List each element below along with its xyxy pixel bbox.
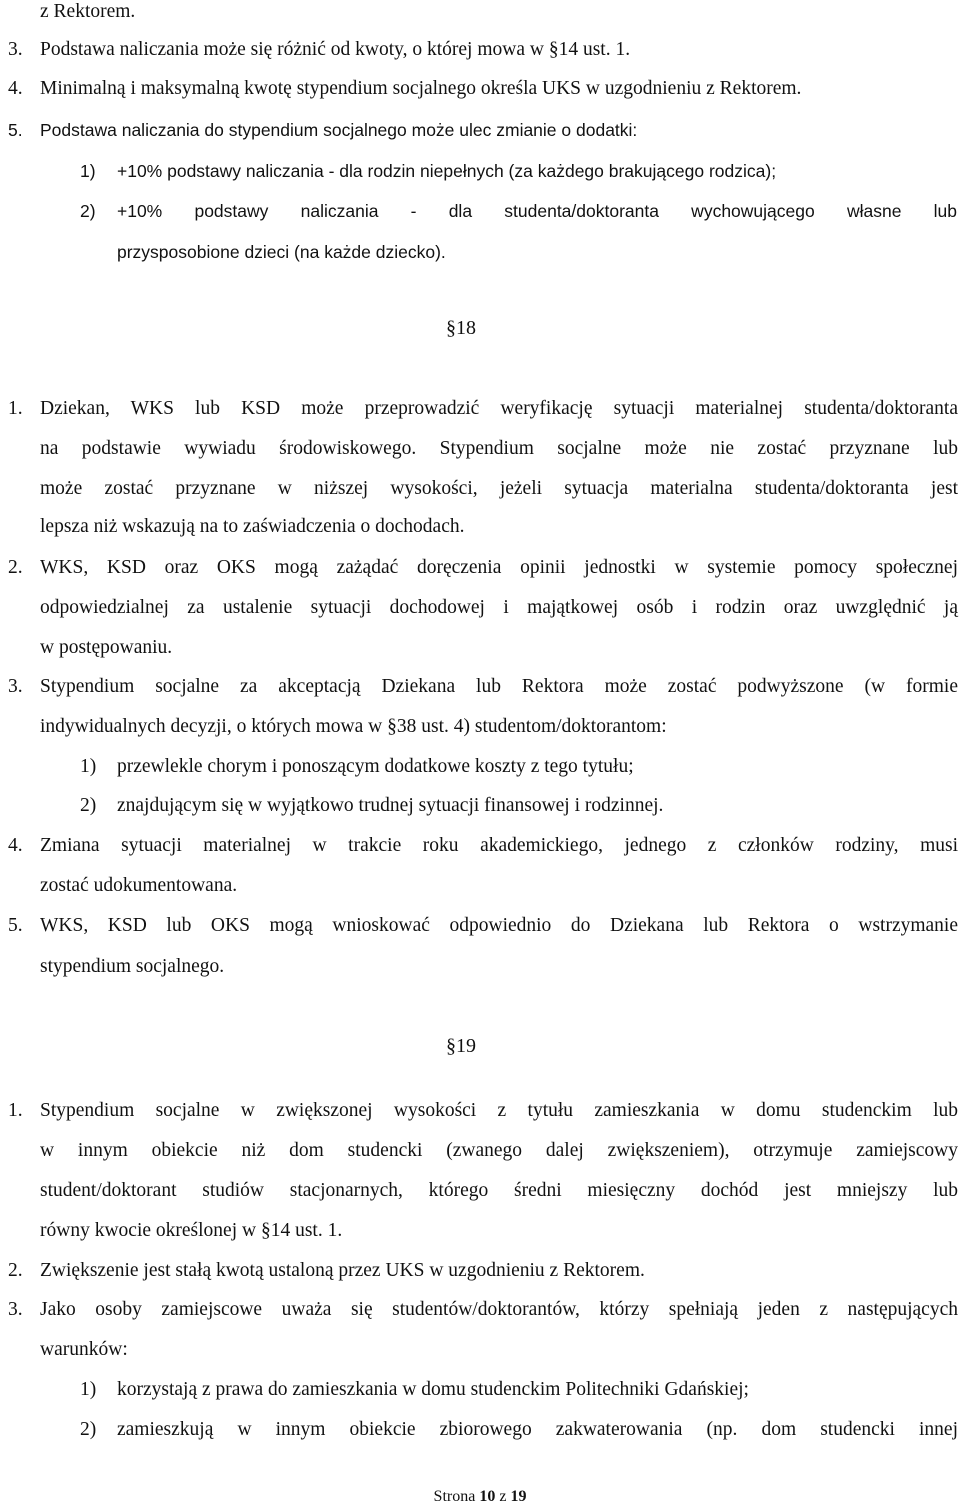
sublist-number: 2) — [80, 795, 97, 816]
text-line: z Rektorem. — [40, 1, 136, 22]
text-line: Zwiększenie jest stałą kwotą ustaloną przez UKS w uzgodnieniu z Rektorem. — [40, 1260, 645, 1281]
footer-current-page: 10 — [479, 1488, 496, 1505]
list-number: 2. — [8, 1260, 23, 1281]
text-line: może zostać przyznane w niższej wysokości, jeżeli sytuacja materialna studenta/doktoranta jest — [40, 478, 958, 499]
text-line: +10% podstawy naliczania - dla rodzin niepełnych (za każdego brakującego rodzica); — [117, 161, 777, 181]
text-line: na podstawie wywiadu środowiskowego. Stypendium socjalne może nie zostać przyznane lub — [40, 438, 958, 459]
footer-total-pages: 19 — [510, 1488, 527, 1505]
text-line: Minimalną i maksymalną kwotę stypendium socjalnego określa UKS w uzgodnieniu z Rektorem. — [40, 78, 802, 99]
text-line: w innym obiekcie niż dom studencki (zwanego dalej zwiększeniem), otrzymuje zamiejscowy — [40, 1140, 958, 1161]
text-line: WKS, KSD oraz OKS mogą zażądać doręczenia opinii jednostki w systemie pomocy społecznej — [40, 557, 958, 578]
text-line: Dziekan, WKS lub KSD może przeprowadzić weryfikację sytuacji materialnej studenta/doktoranta — [40, 398, 958, 419]
text-line: równy kwocie określonej w §14 ust. 1. — [40, 1220, 343, 1241]
sublist-number: 1) — [80, 161, 96, 181]
text-line: w postępowaniu. — [40, 637, 173, 658]
list-number: 4. — [8, 78, 23, 99]
list-number: 5. — [8, 120, 23, 140]
list-number: 1. — [8, 398, 23, 419]
text-line: stypendium socjalnego. — [40, 956, 225, 977]
text-line: przysposobione dzieci (na każde dziecko). — [117, 242, 446, 262]
text-line: +10% podstawy naliczania - dla studenta/doktoranta wychowującego własne lub — [117, 201, 957, 221]
footer-separator: z — [499, 1488, 507, 1505]
text-line: korzystają z prawa do zamieszkania w domu studenckim Politechniki Gdańskiej; — [117, 1379, 749, 1400]
text-line: Stypendium socjalne za akceptacją Dziekana lub Rektora może zostać podwyższone (w formie — [40, 676, 958, 697]
text-line: warunków: — [40, 1339, 128, 1360]
list-number: 4. — [8, 835, 23, 856]
text-line: Podstawa naliczania może się różnić od kwoty, o której mowa w §14 ust. 1. — [40, 39, 631, 60]
text-line: znajdującym się w wyjątkowo trudnej sytuacji finansowej i rodzinnej. — [117, 795, 664, 816]
list-number: 2. — [8, 557, 23, 578]
text-line: indywidualnych decyzji, o których mowa w §38 ust. 4) studentom/doktorantom: — [40, 716, 667, 737]
text-line: lepsza niż wskazują na to zaświadczenia o dochodach. — [40, 516, 465, 537]
list-number: 5. — [8, 915, 23, 936]
text-line: Jako osoby zamiejscowe uważa się studentów/doktorantów, którzy spełniają jeden z następujących — [40, 1299, 958, 1320]
text-line: Podstawa naliczania do stypendium socjalnego może ulec zmianie o dodatki: — [40, 120, 638, 140]
sublist-number: 2) — [80, 201, 96, 221]
text-line: WKS, KSD lub OKS mogą wnioskować odpowiednio do Dziekana lub Rektora o wstrzymanie — [40, 915, 958, 936]
list-number: 3. — [8, 676, 23, 697]
list-number: 1. — [8, 1100, 23, 1121]
list-number: 3. — [8, 1299, 23, 1320]
section-heading: §18 — [446, 317, 476, 339]
page-footer — [0, 1487, 960, 1507]
footer-prefix: Strona — [433, 1488, 476, 1505]
sublist-number: 1) — [80, 1379, 97, 1400]
sublist-number: 2) — [80, 1419, 97, 1440]
text-line: zamieszkują w innym obiekcie zbiorowego zakwaterowania (np. dom studencki innej — [117, 1419, 958, 1440]
list-number: 3. — [8, 39, 23, 60]
text-line: Stypendium socjalne w zwiększonej wysokości z tytułu zamieszkania w domu studenckim lub — [40, 1100, 958, 1121]
text-line: student/doktorant studiów stacjonarnych, którego średni miesięczny dochód jest mniejszy lub — [40, 1180, 958, 1201]
text-line: zostać udokumentowana. — [40, 875, 238, 896]
text-line: odpowiedzialnej za ustalenie sytuacji dochodowej i majątkowej osób i rodzin oraz uwzględnić ją — [40, 597, 958, 618]
text-line: Zmiana sytuacji materialnej w trakcie roku akademickiego, jednego z członków rodziny, musi — [40, 835, 958, 856]
section-heading: §19 — [446, 1035, 476, 1057]
sublist-number: 1) — [80, 756, 97, 777]
text-line: przewlekle chorym i ponoszącym dodatkowe koszty z tego tytułu; — [117, 756, 634, 777]
